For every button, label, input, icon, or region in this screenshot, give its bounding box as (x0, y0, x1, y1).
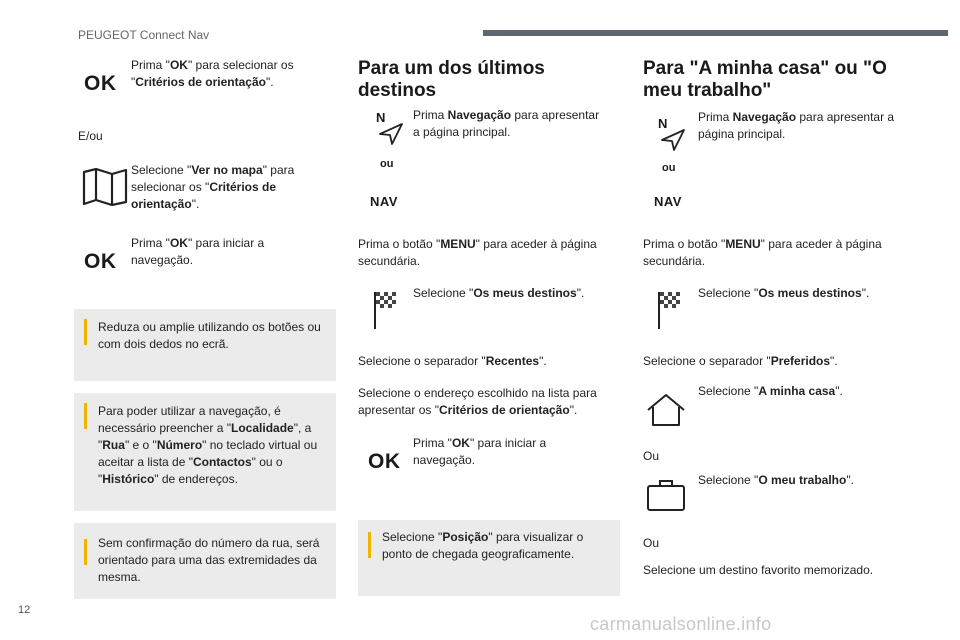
col1-step-ok-select: Prima "OK" para selecionar os "Critérios de orientação". (131, 58, 294, 89)
col1-e-ou: E/ou (78, 129, 103, 143)
col3-or-1: Ou (643, 449, 660, 463)
col2-step-ok-start: Prima "OK" para iniciar a navegação. (413, 436, 547, 467)
nav-button-icon: NAV (370, 194, 398, 209)
document-header-title: PEUGEOT Connect Nav (78, 28, 210, 42)
ok-button-icon: OK (84, 250, 117, 273)
checkered-flag-icon (656, 288, 682, 330)
col2-step-tab-recent: Selecione o separador "Recentes". (358, 354, 547, 368)
col3-step-destinations: Selecione "Os meus destinos". (698, 286, 870, 300)
nav-button-icon: NAV (654, 194, 682, 209)
watermark: carmanualsonline.info (590, 614, 772, 634)
col3-step-tab-favorites: Selecione o separador "Preferidos". (643, 354, 838, 368)
ok-button-icon: OK (84, 72, 117, 95)
section-heading-home-work: Para "A minha casa" ou "O meu trabalho" (643, 58, 887, 101)
navigation-arrow-icon (660, 128, 686, 152)
col3-step-navigation: Prima Navegação para apresentar a página principal. (698, 110, 895, 141)
info-marker (84, 403, 87, 429)
page-number: 12 (18, 604, 31, 616)
section-heading-recent: Para um dos últimos destinos (358, 58, 545, 101)
ok-button-icon: OK (368, 450, 401, 473)
info-marker (368, 532, 371, 558)
navigation-arrow-icon (378, 122, 404, 146)
north-label: N (658, 116, 668, 131)
north-label: N (376, 110, 386, 125)
map-icon (82, 168, 128, 206)
info-text: Selecione "Posição" para visualizar o ponto de chegada geograficamente. (382, 530, 584, 561)
info-box-position (358, 520, 620, 596)
info-box-zoom (74, 309, 336, 381)
home-icon (646, 393, 686, 427)
col2-step-destinations: Selecione "Os meus destinos". (413, 286, 585, 300)
info-box-address (74, 393, 336, 511)
col3-step-home: Selecione "A minha casa". (698, 384, 843, 398)
or-label: ou (662, 162, 676, 174)
col2-step-menu: Prima o botão "MENU" para aceder à página secundária. (358, 237, 597, 268)
col1-step-ok-start: Prima "OK" para iniciar a navegação. (131, 236, 265, 267)
col1-step-map: Selecione "Ver no mapa" para selecionar os "Critérios de orientação". (131, 163, 295, 211)
col3-or-2: Ou (643, 536, 660, 550)
col3-step-favorite: Selecione um destino favorito memorizado. (643, 563, 874, 577)
info-text: Reduza ou amplie utilizando os botões ou com dois dedos no ecrã. (98, 320, 321, 351)
col3-step-menu: Prima o botão "MENU" para aceder à página secundária. (643, 237, 882, 268)
header-bar (483, 30, 948, 36)
info-box-street-number (74, 523, 336, 599)
col3-step-work: Selecione "O meu trabalho". (698, 473, 854, 487)
checkered-flag-icon (372, 288, 398, 330)
col2-step-address: Selecione o endereço escolhido na lista para apresentar os "Critérios de orientação". (358, 386, 597, 417)
col2-step-navigation: Prima Navegação para apresentar a página principal. (413, 108, 600, 139)
info-marker (84, 319, 87, 345)
info-text: Sem confirmação do número da rua, será orientado para uma das extremidades da mesma. (98, 536, 320, 584)
info-marker (84, 539, 87, 565)
info-text: Para poder utilizar a navegação, é necessário preencher a "Localidade", a "Rua" e o "Número" no teclado virtual ou aceitar a lista de "Contactos" ou o "Histórico" de endereços. (98, 404, 318, 486)
briefcase-icon (646, 478, 686, 512)
or-label: ou (380, 158, 394, 170)
